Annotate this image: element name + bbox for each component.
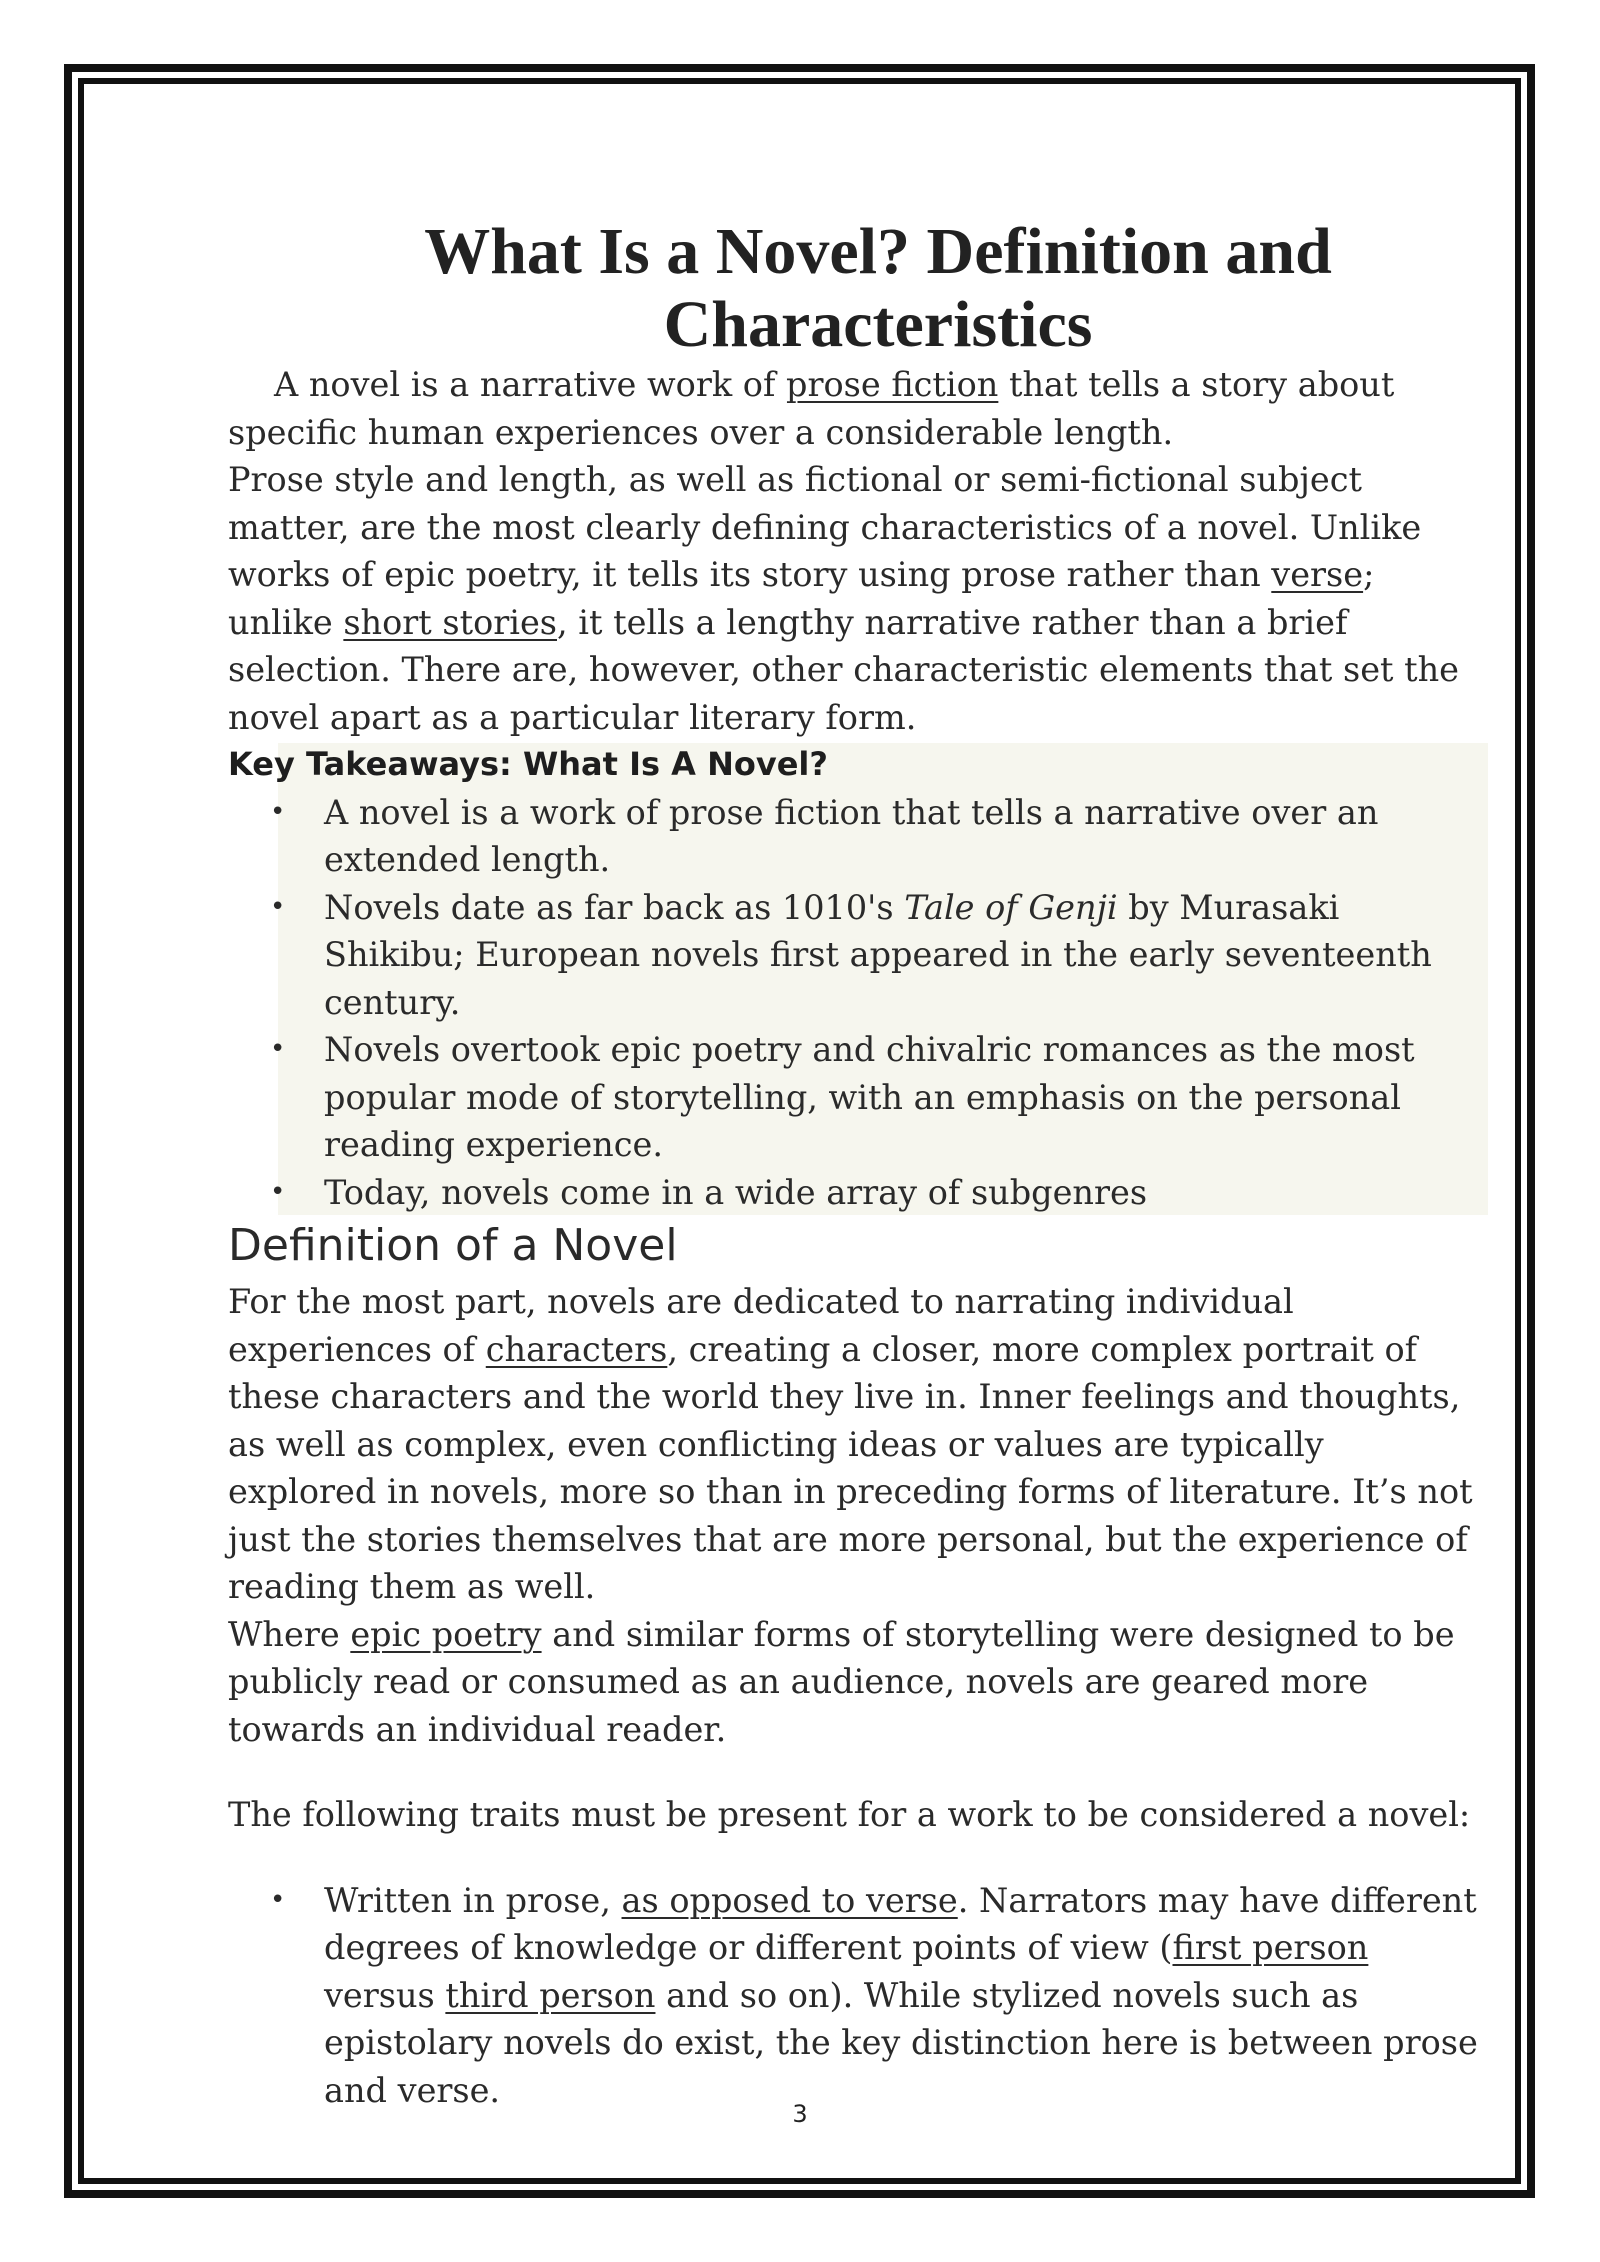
- key-takeaways-list: [228, 789, 1478, 1217]
- as-opposed-to-verse-link[interactable]: as opposed to verse: [621, 1880, 958, 1920]
- characters-link[interactable]: characters: [485, 1329, 668, 1369]
- short-stories-link[interactable]: short stories: [343, 602, 557, 642]
- key-takeaways-heading: Key Takeaways: What Is A Novel?: [228, 745, 828, 783]
- document-body: [228, 215, 1478, 2114]
- traits-list: [228, 1877, 1478, 2115]
- paragraph-spacer: [228, 1753, 1478, 1791]
- tale-of-genji-title: Tale of Genji: [904, 887, 1118, 927]
- paragraph-spacer: [228, 1839, 1478, 1877]
- intro-paragraph-1: A novel is a narrative work of prose fiction that tells a story about specific human experiences over a considerable length.: [228, 365, 1395, 452]
- first-person-link[interactable]: first person: [1172, 1928, 1369, 1967]
- list-item: • Novels date as far back as 1010's Tale of Genji by Murasaki Shikibu; European novels first appeared in the early seventeenth century.: [228, 884, 1478, 1027]
- list-item: • Novels overtook epic poetry and chivalric romances as the most popular mode of storytelling, with an emphasis on the personal reading experience.: [228, 1026, 1478, 1169]
- epic-poetry-link[interactable]: epic poetry: [350, 1614, 542, 1654]
- list-item: • Today, novels come in a wide array of subgenres: [228, 1169, 1478, 1217]
- list-item: • Written in prose, as opposed to verse. Narrators may have different degrees of knowledge or different points of view (first person versus third person and so on). While stylized novels such as epistolary novels do exist, the key distinction here is between prose and verse.: [228, 1877, 1478, 2115]
- page-title: What Is a Novel? Definition and Characteristics: [424, 215, 1332, 361]
- page-number: 3: [792, 2100, 808, 2128]
- intro-paragraph-2: Prose style and length, as well as fictional or semi-fictional subject matter, are the most clearly defining characteristics of a novel. Unlike works of epic poetry, it tells its story using prose rather than verse; unlike short stories, it tells a lengthy narrative rather than a brief selection. There are, however, other characteristic elements that set the novel apart as a particular literary form.: [228, 460, 1459, 737]
- traits-intro: The following traits must be present for a work to be considered a novel:: [228, 1795, 1471, 1834]
- third-person-link[interactable]: third person: [445, 1975, 656, 2015]
- definition-paragraph-1: For the most part, novels are dedicated to narrating individual experiences of characters, creating a closer, more complex portrait of these characters and the world they live in. Inner feelings and thoughts, as well as complex, even conflicting ideas or values are typically explored in novels, more so than in preceding forms of literature. It’s not just the stories themselves that are more personal, but the experience of reading them as well.: [228, 1282, 1473, 1606]
- verse-link[interactable]: verse: [1271, 555, 1364, 594]
- definition-paragraph-2: Where epic poetry and similar forms of storytelling were designed to be publicly read or consumed as an audience, novels are geared more towards an individual reader.: [228, 1614, 1455, 1749]
- prose-fiction-link[interactable]: prose fiction: [786, 365, 999, 404]
- definition-heading: Definition of a Novel: [228, 1220, 678, 1271]
- list-item: • A novel is a work of prose fiction that tells a narrative over an extended length.: [228, 789, 1478, 884]
